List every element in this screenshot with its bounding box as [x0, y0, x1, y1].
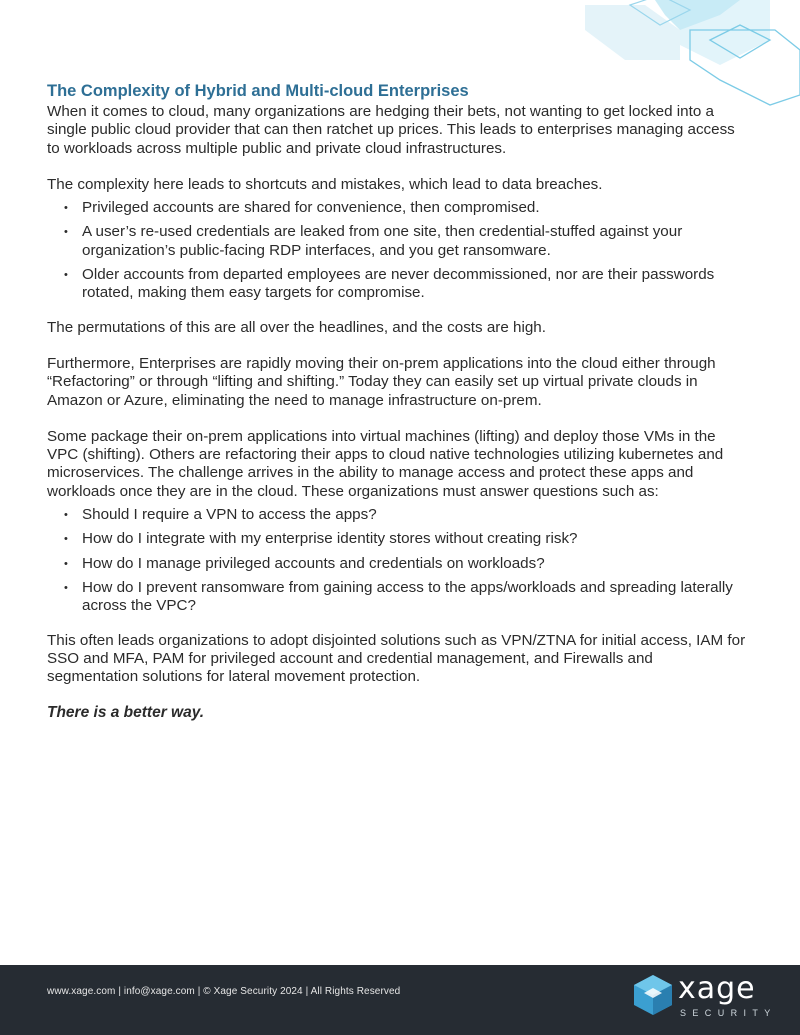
bullet-icon: •: [64, 202, 68, 215]
xage-logo-icon: [632, 973, 674, 1017]
bullet-icon: •: [64, 557, 68, 570]
paragraph-intro: When it comes to cloud, many organizations are hedging their bets, not wanting to get locked into a single public cloud provider that can then ratchet up prices. This leads to enterprises managing access to workloads across multiple public and private cloud infrastructures.: [47, 103, 735, 157]
footer: [0, 965, 800, 1035]
logo-wordmark: xage: [678, 971, 756, 1006]
section-heading: The Complexity of Hybrid and Multi-cloud Enterprises: [47, 82, 469, 100]
questions-list: [47, 506, 747, 615]
closing-statement: There is a better way.: [47, 704, 205, 722]
logo-subtitle: SECURITY: [680, 1008, 777, 1018]
paragraph-cloud-migration: Furthermore, Enterprises are rapidly moving their on-prem applications into the cloud either through “Refactoring” or through “lifting and shifting.” Today they can easily set up virtual private clouds in Amazon or Azure, eliminating the need to manage infrastructure on-prem.: [47, 354, 716, 409]
bullet-icon: •: [64, 226, 68, 239]
bullet-icon: •: [64, 533, 68, 546]
main-content: [47, 80, 747, 723]
paragraph-packaging: Some package their on-prem applications into virtual machines (lifting) and deploy those VMs in the VPC (shifting). Others are refactoring their apps to cloud native technologies utilizing kubernetes and microservices. The challenge arrives in the ability to manage access and protect these apps and workloads once they are in the cloud. These organizations must answer questions such as:: [47, 427, 724, 500]
paragraph-complexity: The complexity here leads to shortcuts and mistakes, which lead to data breaches.: [47, 175, 603, 193]
list-item: • How do I prevent ransomware from gaining access to the apps/workloads and spreading laterally across the VPC?: [64, 578, 733, 615]
list-item: • Privileged accounts are shared for convenience, then compromised.: [64, 199, 540, 217]
bullet-icon: •: [64, 269, 68, 282]
breach-causes-list: [47, 199, 747, 302]
list-item: • Older accounts from departed employees are never decommissioned, nor are their passwords rotated, making them easy targets for compromise.: [64, 266, 715, 302]
list-item: • How do I manage privileged accounts and credentials on workloads?: [64, 554, 545, 572]
paragraph-permutations: The permutations of this are all over the headlines, and the costs are high.: [47, 318, 546, 336]
footer-contact-text: www.xage.com | info@xage.com | © Xage Security 2024 | All Rights Reserved: [47, 986, 401, 997]
list-item: • Should I require a VPN to access the apps?: [64, 506, 377, 524]
list-item: • How do I integrate with my enterprise identity stores without creating risk?: [64, 530, 578, 548]
list-item: • A user’s re-used credentials are leaked from one site, then credential-stuffed against your organization’s public-facing RDP interfaces, and you get ransomware.: [64, 223, 683, 259]
bullet-icon: •: [64, 509, 68, 522]
paragraph-disjointed-solutions: This often leads organizations to adopt disjointed solutions such as VPN/ZTNA for initial access, IAM for SSO and MFA, PAM for privileged account and credential management, and Firewalls and segmentation solutions for lateral movement protection.: [47, 631, 746, 686]
bullet-icon: •: [64, 581, 68, 594]
